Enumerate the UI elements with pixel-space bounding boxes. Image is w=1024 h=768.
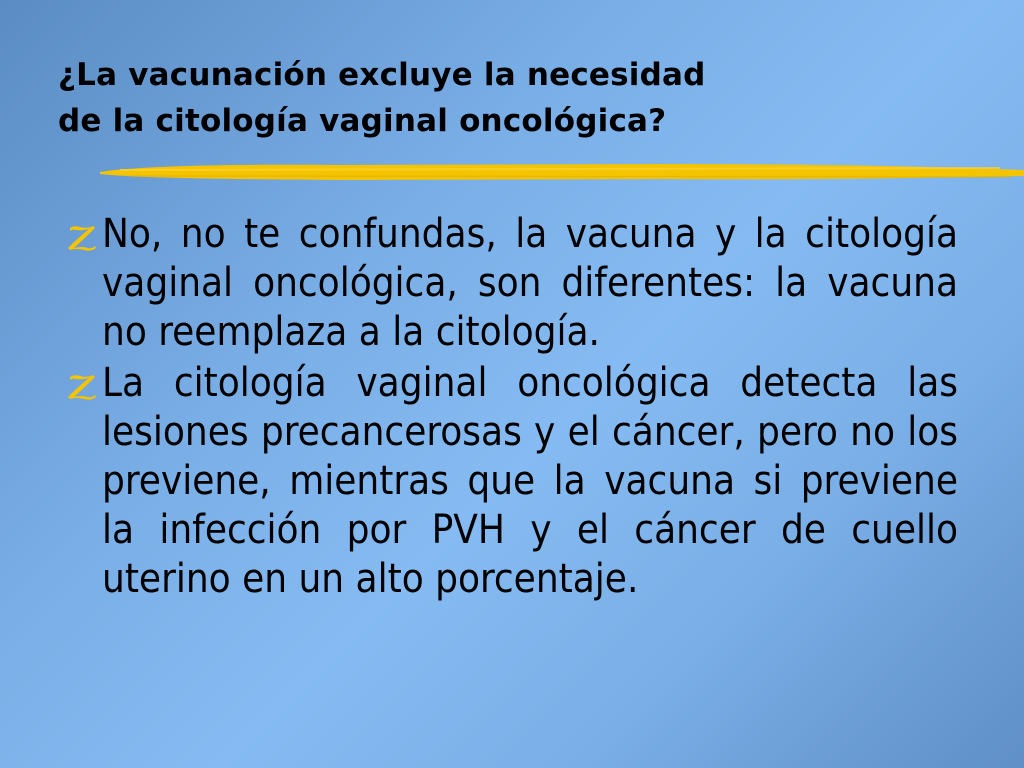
title-line-2: de la citología vaginal oncológica? bbox=[58, 103, 667, 139]
bullet-text-1: No, no te confundas, la vacuna y la citología vaginal oncológica, son diferentes: la vacuna no reemplaza a la citología. bbox=[102, 211, 958, 355]
yellow-brush-underline bbox=[100, 158, 1024, 186]
bullet-text-2: La citología vaginal oncológica detecta las lesiones precancerosas y el cáncer, pero no los previene, mientras que la vacuna si previene la infección por PVH y el cáncer de cuello uterino en un alto porcentaje. bbox=[102, 360, 958, 602]
title-line-1: ¿La vacunación excluye la necesidad bbox=[58, 57, 706, 93]
bullet-item-1 bbox=[64, 210, 958, 357]
bullet-item-2 bbox=[64, 359, 958, 604]
z-bullet-icon bbox=[64, 219, 100, 255]
z-bullet-icon bbox=[64, 368, 100, 404]
slide-title bbox=[58, 52, 958, 144]
bullet-list bbox=[64, 210, 958, 606]
